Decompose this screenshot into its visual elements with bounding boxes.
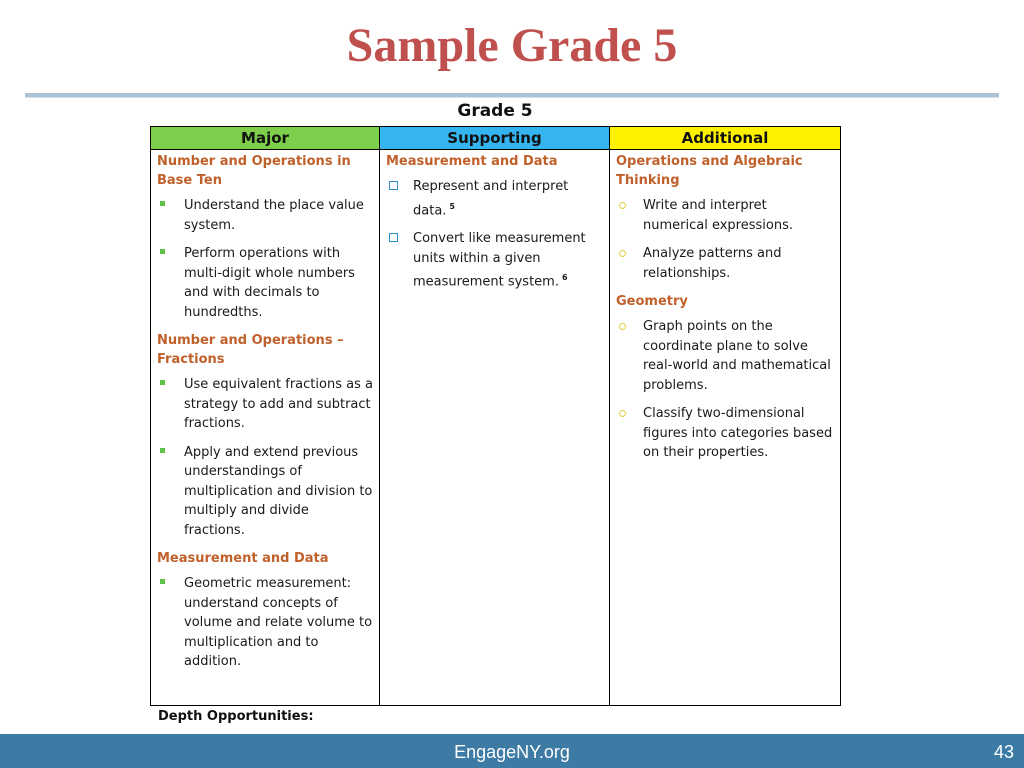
list-item: Geometric measurement: understand concepts of volume and relate volume to multiplication and to addition. — [157, 574, 373, 672]
header-major: Major — [151, 127, 380, 150]
depth-opportunities-label: Depth Opportunities: — [158, 709, 314, 724]
list-item: Perform operations with multi-digit whole numbers and with decimals to hundredths. — [157, 244, 373, 322]
footnote-marker: 6 — [561, 273, 568, 283]
title-divider — [25, 93, 999, 98]
grade-focus-table — [150, 126, 841, 706]
square-bullet-icon — [160, 249, 165, 254]
square-bullet-icon — [160, 201, 165, 206]
list-item: Convert like measurement units within a given measurement system. $^6$ — [386, 229, 603, 292]
list-item: Represent and interpret data. $^5$ — [386, 177, 603, 220]
list-item: Classify two-dimensional figures into categories based on their properties. — [616, 404, 834, 463]
circle-bullet-icon — [619, 410, 626, 417]
list-item: Apply and extend previous understandings of multiplication and division to multiply and divide fractions. — [157, 443, 373, 541]
section-heading: Operations and Algebraic Thinking — [616, 154, 803, 188]
square-bullet-icon — [160, 448, 165, 453]
square-bullet-icon — [160, 579, 165, 584]
section-heading: Number and Operations – Fractions — [157, 333, 344, 367]
list-item: Analyze patterns and relationships. — [616, 244, 834, 283]
footer-site: EngageNY.org — [454, 742, 570, 762]
section-heading: Measurement and Data — [157, 551, 329, 566]
section-heading: Measurement and Data — [386, 154, 558, 169]
additional-column — [610, 150, 841, 706]
supporting-column — [380, 150, 610, 706]
list-item: Use equivalent fractions as a strategy to add and subtract fractions. — [157, 375, 373, 434]
section-heading: Geometry — [616, 294, 688, 309]
table-title: Grade 5 — [457, 101, 533, 121]
slide-title: Sample Grade 5 — [346, 19, 678, 72]
list-item: Graph points on the coordinate plane to solve real-world and mathematical problems. — [616, 317, 834, 395]
header-supporting: Supporting — [380, 127, 610, 150]
circle-bullet-icon — [619, 202, 626, 209]
square-bullet-icon — [160, 380, 165, 385]
list-item: Understand the place value system. — [157, 196, 373, 235]
list-item: Write and interpret numerical expressions. — [616, 196, 834, 235]
page-number: 43 — [993, 742, 1014, 762]
circle-bullet-icon — [619, 250, 626, 257]
footnote-marker: 5 — [449, 201, 455, 211]
box-bullet-icon — [389, 233, 398, 242]
section-heading: Number and Operations in Base Ten — [157, 154, 351, 188]
circle-bullet-icon — [619, 323, 626, 330]
box-bullet-icon — [389, 181, 398, 190]
header-additional: Additional — [610, 127, 841, 150]
footer-bar — [0, 734, 1024, 768]
major-column — [151, 150, 380, 706]
